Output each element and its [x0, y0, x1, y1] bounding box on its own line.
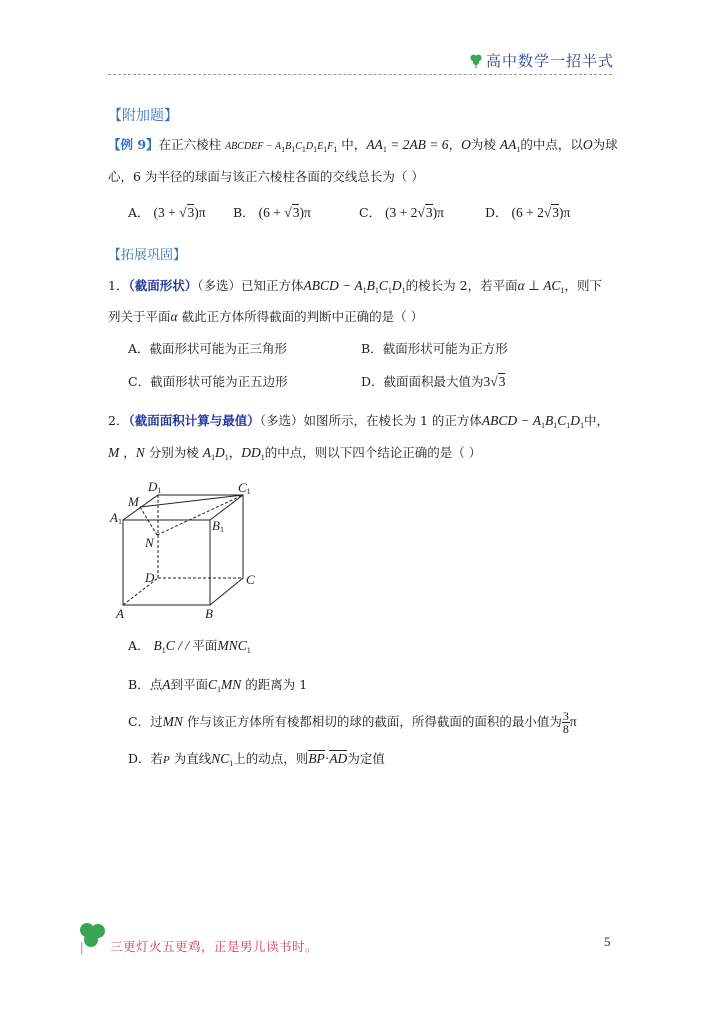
label-n: N — [145, 535, 154, 550]
label-b: B — [205, 606, 213, 620]
footer-motto: 三更灯火五更鸡，正是男儿读书时。 — [110, 939, 319, 954]
label-a1: A1 — [110, 510, 122, 526]
label-m: M — [128, 494, 139, 509]
math-cond: $AA_1 = 2AB = 6$ — [366, 137, 449, 154]
text: 在正六棱柱 — [158, 137, 222, 152]
q2-line2: M ，N 分别为棱 $A_1D_1$，$DD_1$的中点，则以下四个结论正确的是（ ） — [108, 445, 482, 462]
q1-option-a[interactable]: A．截面形状可能为正三角形 — [128, 341, 288, 356]
header-divider — [108, 74, 612, 75]
example9-option-b[interactable]: B． (6 + √3)π — [233, 205, 311, 220]
edge-top-back — [123, 495, 243, 605]
q1-option-b[interactable]: B．截面形状可能为正方形 — [361, 341, 508, 356]
label-d: D — [145, 570, 155, 585]
text: 为棱 — [470, 137, 496, 152]
section-title-extra: 【附加题】 — [108, 108, 178, 124]
q1-topic: （截面形状） — [128, 278, 198, 293]
text: 中， — [341, 137, 367, 152]
clover-icon — [76, 920, 108, 956]
q2-option-d[interactable]: D．若P 为直线$NC_1$上的动点，则BP·AD为定值 — [128, 751, 385, 768]
page-number: 5 — [604, 934, 611, 949]
text: 为球 — [592, 137, 618, 152]
math-o: O — [461, 137, 471, 152]
q2-option-a[interactable]: A． $B_1C$ / / 平面$MNC_1$ — [128, 638, 251, 655]
math-prism: ABCDEF − $A_1B_1C_1D_1E_1F_1$ — [225, 141, 338, 154]
clover-icon — [468, 53, 484, 69]
edge-nc1 — [157, 495, 243, 535]
math-cube: ABCD − $A_1B_1C_1D_1$ — [303, 278, 406, 295]
example9-line1 — [108, 136, 618, 159]
q1-line1: 1．（截面形状）（多选）已知正方体ABCD − $A_1B_1C_1D_1$的棱长为 2，若平面α ⊥ $AC_1$，则下 — [108, 278, 602, 295]
edge-front-face — [123, 520, 210, 605]
edge-mn — [140, 507, 157, 535]
label-a: A — [116, 606, 124, 620]
example9-option-c[interactable]: C． (3 + 2√3)π — [359, 205, 444, 220]
math-cube: ABCD − $A_1B_1C_1D_1$ — [481, 413, 585, 430]
label-c: C — [246, 572, 255, 587]
math-o: O — [582, 137, 593, 152]
example9-option-d[interactable]: D． (6 + 2√3)π — [485, 205, 571, 220]
label-c1: C1 — [238, 480, 251, 496]
math-aa1: $AA_1$ — [499, 137, 521, 154]
q1-option-d[interactable]: D．截面面积最大值为3√3 — [361, 374, 506, 389]
q2-line1: 2．（截面面积计算与最值）（多选）如图所示，在棱长为 1 的正方体ABCD − $A_1B_1C_1D_1$中， — [108, 413, 610, 430]
q1-line2: 列关于平面α 截此正方体所得截面的判断中正确的是（ ） — [108, 309, 424, 324]
fraction: $\frac{3}{8}$ — [562, 709, 569, 736]
q2-topic: （截面面积计算与最值） — [128, 413, 260, 428]
cube-figure — [100, 470, 270, 620]
example9-option-a[interactable]: A． (3 + √3)π — [128, 205, 206, 220]
q2-option-b[interactable]: B．点A到平面$C_1MN$ 的距离为 1 — [128, 677, 308, 694]
q2-option-c[interactable]: C．过MN 作与该正方体所有棱都相切的球的截面，所得截面的面积的最小值为 $\frac{3}{8}$ π — [128, 709, 577, 736]
label-b1: B1 — [212, 518, 224, 534]
header-title-text: 高中数学一招半式 — [485, 52, 614, 70]
vector-bp: BP — [308, 751, 325, 766]
text: ， — [448, 137, 462, 152]
header-title — [468, 50, 614, 71]
example-tag: 【例 9】 — [108, 137, 159, 152]
section-title-expand: 【拓展巩固】 — [108, 248, 187, 263]
example9-line2: 心，6 为半径的球面与该正六棱柱各面的交线总长为（ ） — [108, 169, 424, 184]
label-d1: D1 — [148, 479, 162, 495]
text: 的中点，以 — [520, 137, 583, 152]
q1-option-c[interactable]: C．截面形状可能为正五边形 — [128, 374, 288, 389]
vector-ad: AD — [329, 751, 348, 766]
